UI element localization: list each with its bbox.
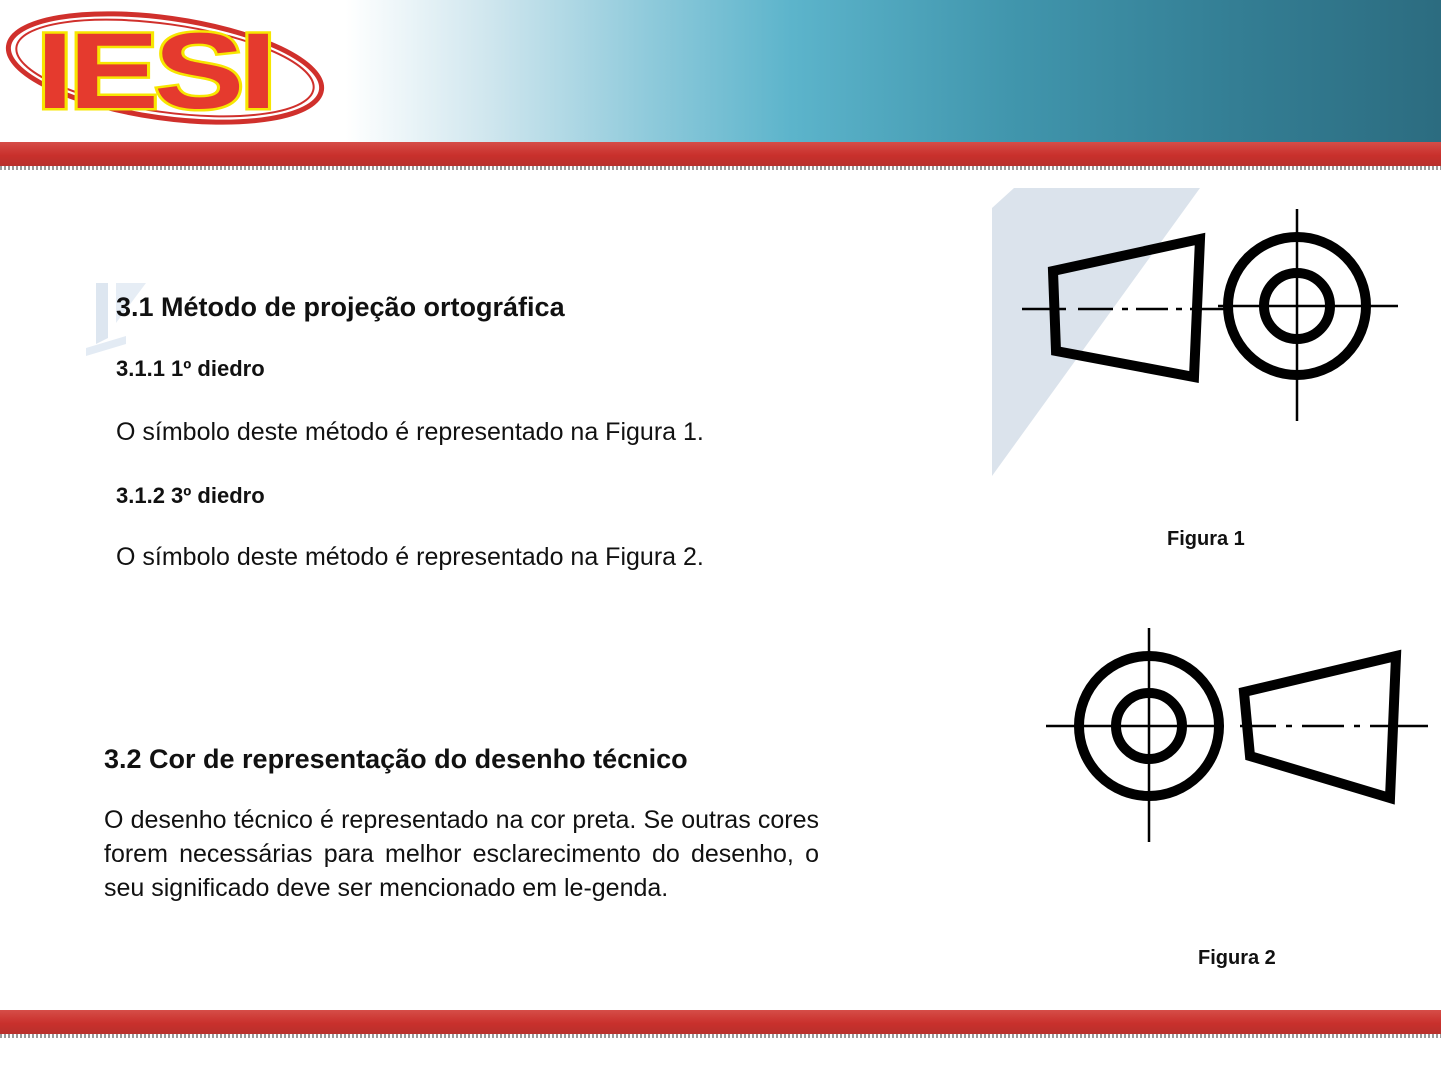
section-3-1-heading: 3.1 Método de projeção ortográfica: [116, 292, 565, 322]
section-3-1-2-heading: 3.1.2 3º diedro: [116, 483, 265, 508]
figure-2-third-angle-symbol: [1044, 628, 1432, 846]
section-3-1-1-text: O símbolo deste método é representado na Figura 1.: [116, 418, 704, 446]
header-divider: [0, 166, 1441, 170]
figure-1-caption: Figura 1: [1167, 528, 1245, 550]
section-3-1-1-heading: 3.1.1 1º diedro: [116, 356, 265, 381]
header-red-band: [0, 142, 1441, 166]
section-3-2-text: O desenho técnico é representado na cor preta. Se outras cores forem necessárias para melhor esclarecimento do desenho, o seu significado deve ser mencionado em le-genda.: [104, 806, 819, 902]
section-3-1-2-text: O símbolo deste método é representado na Figura 2.: [116, 543, 704, 571]
section-3-2-heading: 3.2 Cor de representação do desenho técnico: [104, 744, 688, 774]
iesi-logo: [0, 0, 340, 142]
footer-divider: [0, 1034, 1441, 1038]
figure-2-caption: Figura 2: [1198, 947, 1276, 969]
figure-1-first-angle-symbol: [1018, 205, 1402, 427]
footer-red-band: [0, 1010, 1441, 1034]
logo-text: IESI: [36, 10, 272, 131]
